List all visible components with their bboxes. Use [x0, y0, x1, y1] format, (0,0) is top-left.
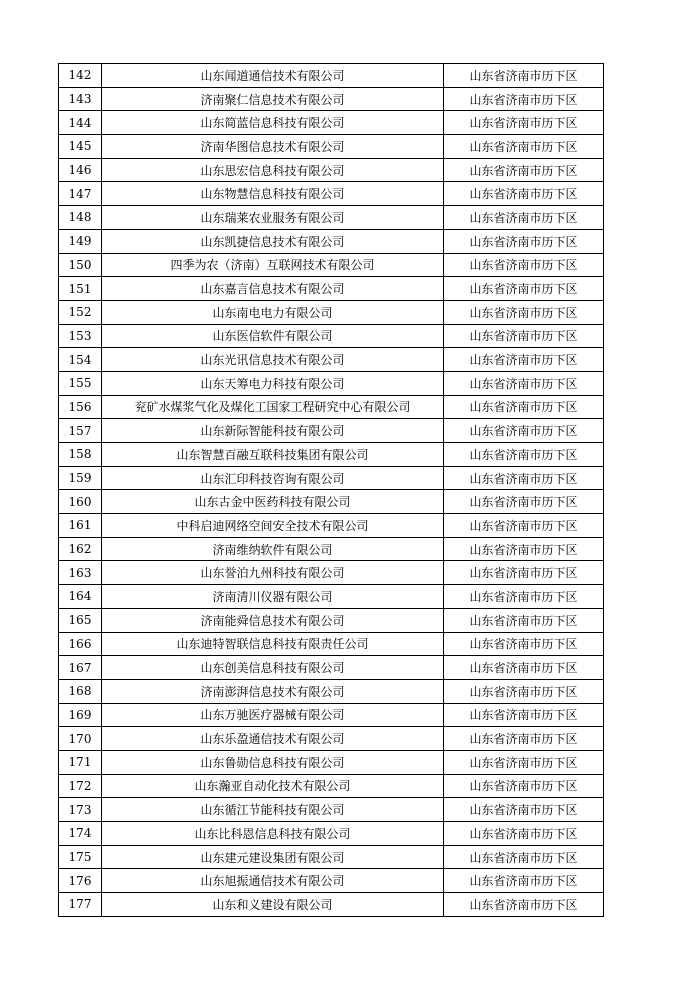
location-cell: 山东省济南市历下区	[444, 798, 604, 822]
row-number-cell: 173	[59, 798, 102, 822]
company-name-cell: 山东和义建设有限公司	[102, 893, 444, 917]
table-row	[59, 229, 604, 253]
location-cell: 山东省济南市历下区	[444, 822, 604, 846]
company-list-table	[58, 63, 604, 917]
row-number-cell: 171	[59, 750, 102, 774]
location-cell: 山东省济南市历下区	[444, 585, 604, 609]
table-row	[59, 774, 604, 798]
table-row	[59, 656, 604, 680]
location-cell: 山东省济南市历下区	[444, 561, 604, 585]
table-row	[59, 798, 604, 822]
company-name-cell: 山东物慧信息科技有限公司	[102, 182, 444, 206]
company-name-cell: 山东创美信息科技有限公司	[102, 656, 444, 680]
company-name-cell: 山东迪特智联信息科技有限责任公司	[102, 632, 444, 656]
row-number-cell: 157	[59, 419, 102, 443]
location-cell: 山东省济南市历下区	[444, 869, 604, 893]
row-number-cell: 154	[59, 348, 102, 372]
location-cell: 山东省济南市历下区	[444, 206, 604, 230]
row-number-cell: 164	[59, 585, 102, 609]
company-name-cell: 兖矿水煤浆气化及煤化工国家工程研究中心有限公司	[102, 395, 444, 419]
row-number-cell: 148	[59, 206, 102, 230]
company-name-cell: 济南聚仁信息技术有限公司	[102, 87, 444, 111]
row-number-cell: 144	[59, 111, 102, 135]
company-name-cell: 济南能舜信息技术有限公司	[102, 608, 444, 632]
location-cell: 山东省济南市历下区	[444, 64, 604, 88]
table-row	[59, 845, 604, 869]
company-name-cell: 四季为农（济南）互联网技术有限公司	[102, 253, 444, 277]
row-number-cell: 152	[59, 300, 102, 324]
row-number-cell: 177	[59, 893, 102, 917]
company-name-cell: 山东嘉言信息技术有限公司	[102, 277, 444, 301]
location-cell: 山东省济南市历下区	[444, 324, 604, 348]
location-cell: 山东省济南市历下区	[444, 348, 604, 372]
row-number-cell: 166	[59, 632, 102, 656]
location-cell: 山东省济南市历下区	[444, 774, 604, 798]
row-number-cell: 161	[59, 514, 102, 538]
table-row	[59, 111, 604, 135]
company-name-cell: 山东古金中医药科技有限公司	[102, 490, 444, 514]
table-row	[59, 822, 604, 846]
location-cell: 山东省济南市历下区	[444, 135, 604, 159]
row-number-cell: 165	[59, 608, 102, 632]
table-row	[59, 585, 604, 609]
company-name-cell: 山东简蓝信息科技有限公司	[102, 111, 444, 135]
company-name-cell: 山东乐盈通信技术有限公司	[102, 727, 444, 751]
row-number-cell: 172	[59, 774, 102, 798]
company-name-cell: 济南华图信息技术有限公司	[102, 135, 444, 159]
location-cell: 山东省济南市历下区	[444, 490, 604, 514]
table-row	[59, 419, 604, 443]
location-cell: 山东省济南市历下区	[444, 419, 604, 443]
company-name-cell: 山东瀚亚自动化技术有限公司	[102, 774, 444, 798]
location-cell: 山东省济南市历下区	[444, 703, 604, 727]
company-name-cell: 山东新际智能科技有限公司	[102, 419, 444, 443]
location-cell: 山东省济南市历下区	[444, 277, 604, 301]
location-cell: 山东省济南市历下区	[444, 87, 604, 111]
table-row	[59, 348, 604, 372]
company-name-cell: 山东凯捷信息技术有限公司	[102, 229, 444, 253]
company-name-cell: 山东思宏信息科技有限公司	[102, 158, 444, 182]
company-name-cell: 山东智慧百融互联科技集团有限公司	[102, 443, 444, 467]
location-cell: 山东省济南市历下区	[444, 111, 604, 135]
location-cell: 山东省济南市历下区	[444, 371, 604, 395]
location-cell: 山东省济南市历下区	[444, 537, 604, 561]
row-number-cell: 163	[59, 561, 102, 585]
table-row	[59, 750, 604, 774]
table-row	[59, 182, 604, 206]
table-row	[59, 206, 604, 230]
row-number-cell: 159	[59, 466, 102, 490]
table-row	[59, 869, 604, 893]
row-number-cell: 143	[59, 87, 102, 111]
location-cell: 山东省济南市历下区	[444, 182, 604, 206]
table-row	[59, 64, 604, 88]
row-number-cell: 160	[59, 490, 102, 514]
company-name-cell: 山东瑞莱农业服务有限公司	[102, 206, 444, 230]
row-number-cell: 155	[59, 371, 102, 395]
company-name-cell: 山东旭振通信技术有限公司	[102, 869, 444, 893]
company-name-cell: 济南清川仪器有限公司	[102, 585, 444, 609]
location-cell: 山东省济南市历下区	[444, 253, 604, 277]
table-row	[59, 324, 604, 348]
table-row	[59, 466, 604, 490]
location-cell: 山东省济南市历下区	[444, 158, 604, 182]
table-row	[59, 277, 604, 301]
row-number-cell: 170	[59, 727, 102, 751]
location-cell: 山东省济南市历下区	[444, 466, 604, 490]
location-cell: 山东省济南市历下区	[444, 443, 604, 467]
row-number-cell: 142	[59, 64, 102, 88]
company-name-cell: 济南维纳软件有限公司	[102, 537, 444, 561]
table-body	[59, 64, 604, 917]
table-row	[59, 158, 604, 182]
company-name-cell: 山东鲁勋信息科技有限公司	[102, 750, 444, 774]
table-row	[59, 561, 604, 585]
company-name-cell: 山东循江节能科技有限公司	[102, 798, 444, 822]
table-row	[59, 490, 604, 514]
location-cell: 山东省济南市历下区	[444, 893, 604, 917]
row-number-cell: 169	[59, 703, 102, 727]
table-row	[59, 703, 604, 727]
company-name-cell: 山东万驰医疗器械有限公司	[102, 703, 444, 727]
row-number-cell: 150	[59, 253, 102, 277]
table-row	[59, 395, 604, 419]
row-number-cell: 168	[59, 679, 102, 703]
table-row	[59, 514, 604, 538]
location-cell: 山东省济南市历下区	[444, 750, 604, 774]
table-row	[59, 537, 604, 561]
company-name-cell: 山东汇印科技咨询有限公司	[102, 466, 444, 490]
row-number-cell: 176	[59, 869, 102, 893]
table-row	[59, 87, 604, 111]
row-number-cell: 146	[59, 158, 102, 182]
location-cell: 山东省济南市历下区	[444, 727, 604, 751]
table-row	[59, 608, 604, 632]
location-cell: 山东省济南市历下区	[444, 229, 604, 253]
row-number-cell: 175	[59, 845, 102, 869]
table-row	[59, 300, 604, 324]
table-row	[59, 727, 604, 751]
company-name-cell: 山东天筹电力科技有限公司	[102, 371, 444, 395]
company-name-cell: 山东比科恩信息科技有限公司	[102, 822, 444, 846]
company-name-cell: 山东建元建设集团有限公司	[102, 845, 444, 869]
row-number-cell: 145	[59, 135, 102, 159]
location-cell: 山东省济南市历下区	[444, 656, 604, 680]
table-row	[59, 443, 604, 467]
location-cell: 山东省济南市历下区	[444, 395, 604, 419]
row-number-cell: 174	[59, 822, 102, 846]
row-number-cell: 147	[59, 182, 102, 206]
table-row	[59, 135, 604, 159]
row-number-cell: 158	[59, 443, 102, 467]
table-row	[59, 893, 604, 917]
company-name-cell: 山东医信软件有限公司	[102, 324, 444, 348]
location-cell: 山东省济南市历下区	[444, 300, 604, 324]
row-number-cell: 149	[59, 229, 102, 253]
table-row	[59, 679, 604, 703]
location-cell: 山东省济南市历下区	[444, 679, 604, 703]
row-number-cell: 151	[59, 277, 102, 301]
company-name-cell: 中科启迪网络空间安全技术有限公司	[102, 514, 444, 538]
location-cell: 山东省济南市历下区	[444, 608, 604, 632]
table-row	[59, 253, 604, 277]
location-cell: 山东省济南市历下区	[444, 632, 604, 656]
location-cell: 山东省济南市历下区	[444, 514, 604, 538]
company-name-cell: 山东誉泊九州科技有限公司	[102, 561, 444, 585]
row-number-cell: 156	[59, 395, 102, 419]
table-row	[59, 632, 604, 656]
row-number-cell: 153	[59, 324, 102, 348]
company-name-cell: 山东光讯信息技术有限公司	[102, 348, 444, 372]
company-name-cell: 济南澎湃信息技术有限公司	[102, 679, 444, 703]
row-number-cell: 167	[59, 656, 102, 680]
location-cell: 山东省济南市历下区	[444, 845, 604, 869]
company-name-cell: 山东南电电力有限公司	[102, 300, 444, 324]
company-name-cell: 山东闻道通信技术有限公司	[102, 64, 444, 88]
table-row	[59, 371, 604, 395]
row-number-cell: 162	[59, 537, 102, 561]
